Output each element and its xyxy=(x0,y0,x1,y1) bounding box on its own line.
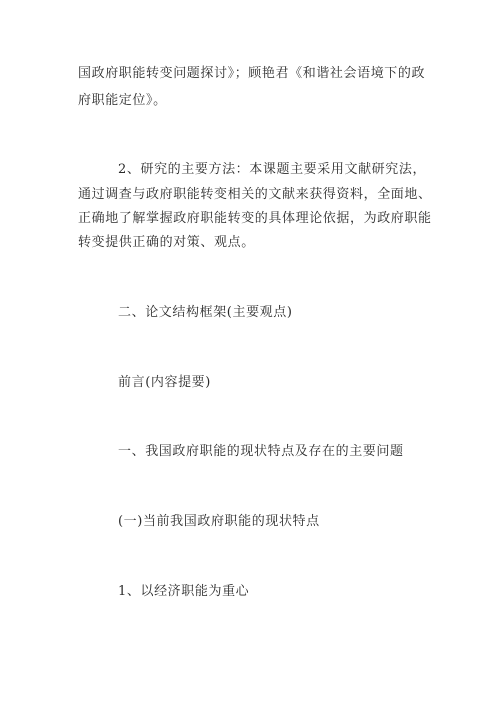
paragraph-line: 转变提供正确的对策、观点。 xyxy=(78,235,255,250)
paragraph-line: 府职能定位》。 xyxy=(78,93,167,108)
paragraph-line: 正确地了解掌握政府职能转变的具体理论依据，为政府职能 xyxy=(78,211,432,226)
item-heading: 1、以经济职能为重心 xyxy=(118,584,250,599)
section-heading: 一、我国政府职能的现状特点及存在的主要问题 xyxy=(118,444,404,459)
paragraph-line: 通过调查与政府职能转变相关的文献来获得资料，全面地、 xyxy=(78,187,432,202)
section-heading: 二、论文结构框架(主要观点) xyxy=(118,305,293,320)
paragraph-line: 2、研究的主要方法：本课题主要采用文献研究法， xyxy=(118,162,427,177)
paragraph-line: 国政府职能转变问题探讨》；顾艳君《和谐社会语境下的政 xyxy=(78,66,426,81)
section-heading: 前言(内容提要) xyxy=(118,375,211,390)
subsection-heading: (一)当前我国政府职能的现状特点 xyxy=(118,514,320,529)
